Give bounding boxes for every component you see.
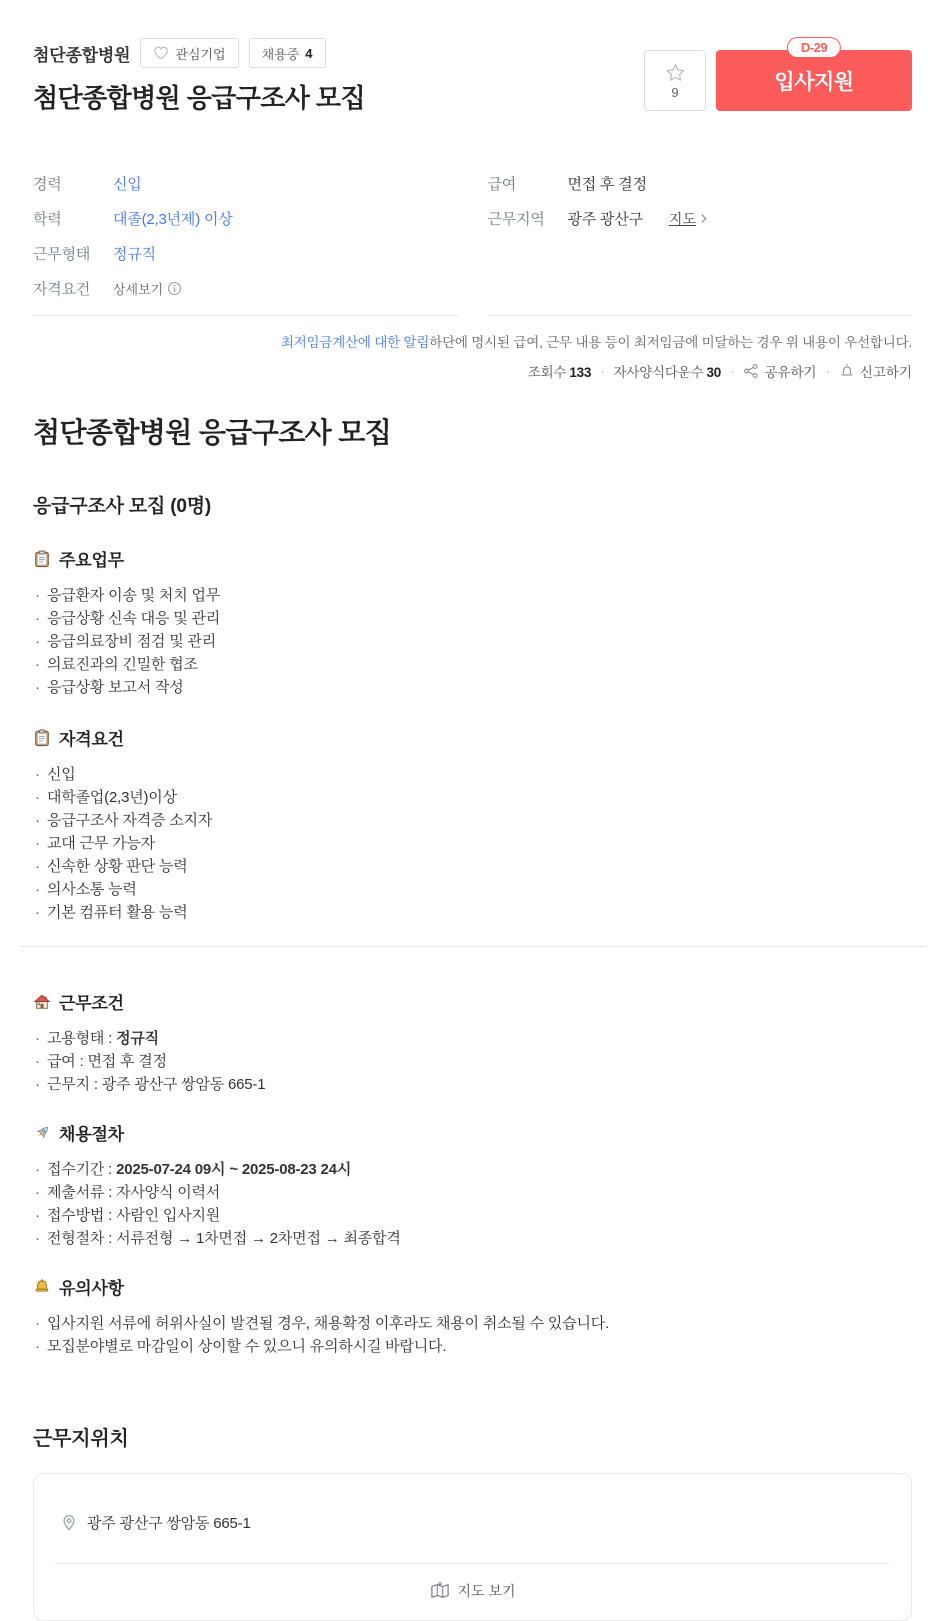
map-icon [430,1582,450,1600]
apply-button[interactable] [716,40,912,111]
list-item [33,1050,912,1073]
summary-value[interactable]: 대졸(2,3년제) 이상 [113,211,233,228]
minimum-wage-link[interactable]: 최저임금계산에 대한 알림 [280,335,430,350]
list-item: · 응급환자 이송 및 처치 업무 [33,584,912,607]
list-item: · 대학졸업(2,3년)이상 [33,786,912,809]
list-item [33,1204,912,1227]
page-title: 첨단종합병원 응급구조사 모집 [33,83,365,113]
heart-icon [153,46,169,60]
share-icon [743,363,759,379]
share-button[interactable] [743,361,816,381]
duties-heading [33,546,912,571]
list-item: · 기본 컴퓨터 활용 능력 [33,901,912,924]
summary-label: 경력 [33,176,62,193]
work-conditions-title: 근무조건 [59,994,124,1013]
summary-label: 학력 [33,211,62,228]
recruit-title: 응급구조사 모집 (0명) [33,496,212,517]
view-count [528,361,591,381]
separator-dot [826,364,830,379]
summary-left-column [33,173,458,316]
work-conditions-heading [33,989,912,1014]
house-icon [33,993,51,1011]
list-item: · 응급상황 보고서 작성 [33,676,912,699]
scrap-button[interactable] [644,50,706,111]
list-item [33,1027,912,1050]
company-name[interactable]: 첨단종합병원 [33,45,131,65]
recruit-process-title: 채용절차 [59,1125,124,1144]
siren-icon [839,363,855,379]
list-item [33,1073,912,1096]
scrap-count: 9 [671,84,679,100]
section-cautions [33,1274,912,1358]
list-item: · 교대 근무 가능자 [33,832,912,855]
process-value: 사람인 입사지원 [116,1207,221,1224]
section-qualifications [33,725,912,924]
summary-right-column [488,173,913,316]
work-conditions-list [33,1027,912,1096]
report-button[interactable] [839,361,912,381]
list-item: · 신입 [33,763,912,786]
condition-label: 고용형태 : [47,1030,116,1047]
summary-row-career [33,173,458,194]
qualifications-list [33,763,912,924]
section-recruit-process [33,1120,912,1250]
condition-label: 근무지 : [47,1076,102,1093]
notice-text: 하단에 명시된 급여, 근무 내용 등이 최저임금에 미달하는 경우 위 내용이 우선합니다. [429,335,912,350]
clipboard-icon [33,550,51,568]
view-map-label: 지도 보기 [457,1583,516,1599]
map-link[interactable] [669,209,707,229]
section-work-location [33,1422,912,1621]
summary-label: 근무지역 [487,211,545,228]
requirements-detail-button[interactable] [113,279,182,298]
work-location-address-row [34,1474,911,1563]
info-icon [167,281,182,296]
download-count [614,361,722,381]
condition-value: 면접 후 결정 [87,1053,167,1070]
separator-dot [600,364,604,379]
recruit-process-list [33,1158,912,1250]
summary-value: 광주 광산구 [567,211,643,228]
condition-label: 급여 : [47,1053,88,1070]
view-count-label: 조회수 [527,365,567,380]
duties-title: 주요업무 [59,551,124,570]
dday-badge: D-29 [787,37,841,58]
download-count-value: 30 [706,365,722,380]
action-area [644,40,912,111]
recruit-process-heading [33,1120,912,1145]
location-pin-icon [60,1514,78,1532]
list-item: · 모집분야별로 마감일이 상이할 수 있으니 유의하시길 바랍니다. [33,1335,912,1358]
summary-value: 면접 후 결정 [567,176,647,193]
summary-row-work-location [488,208,913,229]
view-count-value: 133 [569,365,592,380]
detail-label: 상세보기 [113,282,164,297]
clipboard-icon [33,729,51,747]
process-value: 서류전형 → 1차면접 → 2차면접 → 최종합격 [116,1230,401,1247]
bell-icon [33,1278,51,1296]
hiring-label: 채용중 [261,46,300,62]
stats-row [33,361,912,381]
list-item: · 의료진과의 긴밀한 협조 [33,653,912,676]
minimum-wage-notice [33,331,912,351]
summary-row-education [33,208,458,229]
list-item [33,1181,912,1204]
favorite-label: 관심기업 [175,46,226,62]
job-header [33,0,912,115]
work-location-card [33,1473,912,1621]
work-location-heading: 근무지위치 [33,1428,129,1450]
summary-label: 근무형태 [33,246,91,263]
summary-row-salary [488,173,913,194]
process-label: 제출서류 : [47,1184,116,1201]
report-label: 신고하기 [859,365,912,380]
download-count-label: 자사양식다운수 [613,365,704,380]
list-item [33,1158,912,1181]
list-item: · 입사지원 서류에 허위사실이 발견될 경우, 채용확정 이후라도 채용이 취소될 수 있습니다. [33,1312,912,1335]
list-item [33,1227,912,1250]
share-label: 공유하기 [764,365,817,380]
list-item: · 응급의료장비 점검 및 관리 [33,630,912,653]
detail-main-title: 첨단종합병원 응급구조사 모집 [33,417,392,448]
summary-label: 자격요건 [33,281,91,298]
cautions-list [33,1312,912,1358]
summary-value[interactable]: 신입 [113,176,142,193]
qualifications-heading [33,725,912,750]
qualifications-title: 자격요건 [59,730,124,749]
work-location-address: 광주 광산구 쌍암동 665-1 [87,1515,251,1532]
summary-label: 급여 [487,176,517,193]
process-value: 2025-07-24 09시 ~ 2025-08-23 24시 [116,1161,352,1178]
job-summary [33,173,912,316]
star-icon [664,62,687,84]
list-item: · 의사소통 능력 [33,878,912,901]
separator-dot [730,364,734,379]
list-item: · 응급구조사 자격증 소지자 [33,809,912,832]
cautions-title: 유의사항 [59,1279,124,1298]
summary-value[interactable]: 정규직 [113,246,156,263]
list-item: · 응급상황 신속 대응 및 관리 [33,607,912,630]
hiring-count: 4 [305,45,313,61]
apply-label: 입사지원 [774,70,854,94]
duties-list [33,584,912,699]
list-item: · 신속한 상황 판단 능력 [33,855,912,878]
process-label: 접수방법 : [47,1207,116,1224]
view-map-button[interactable] [34,1564,911,1620]
process-label: 접수기간 : [47,1161,116,1178]
condition-value: 정규직 [116,1030,159,1047]
section-work-conditions [33,989,912,1096]
chevron-right-icon [700,213,707,224]
hiring-count-button[interactable] [249,38,326,68]
section-divider [20,946,925,947]
process-label: 전형절차 : [47,1230,116,1247]
job-detail-content [33,411,912,1358]
condition-value: 광주 광산구 쌍암동 665-1 [101,1076,266,1093]
summary-row-employment-type [33,243,458,264]
section-duties [33,546,912,699]
favorite-company-button[interactable] [140,38,238,68]
cautions-heading [33,1274,912,1299]
summary-row-requirements [33,278,458,299]
map-link-label: 지도 [668,210,696,227]
rocket-icon [33,1124,51,1142]
process-value: 자사양식 이력서 [116,1184,221,1201]
